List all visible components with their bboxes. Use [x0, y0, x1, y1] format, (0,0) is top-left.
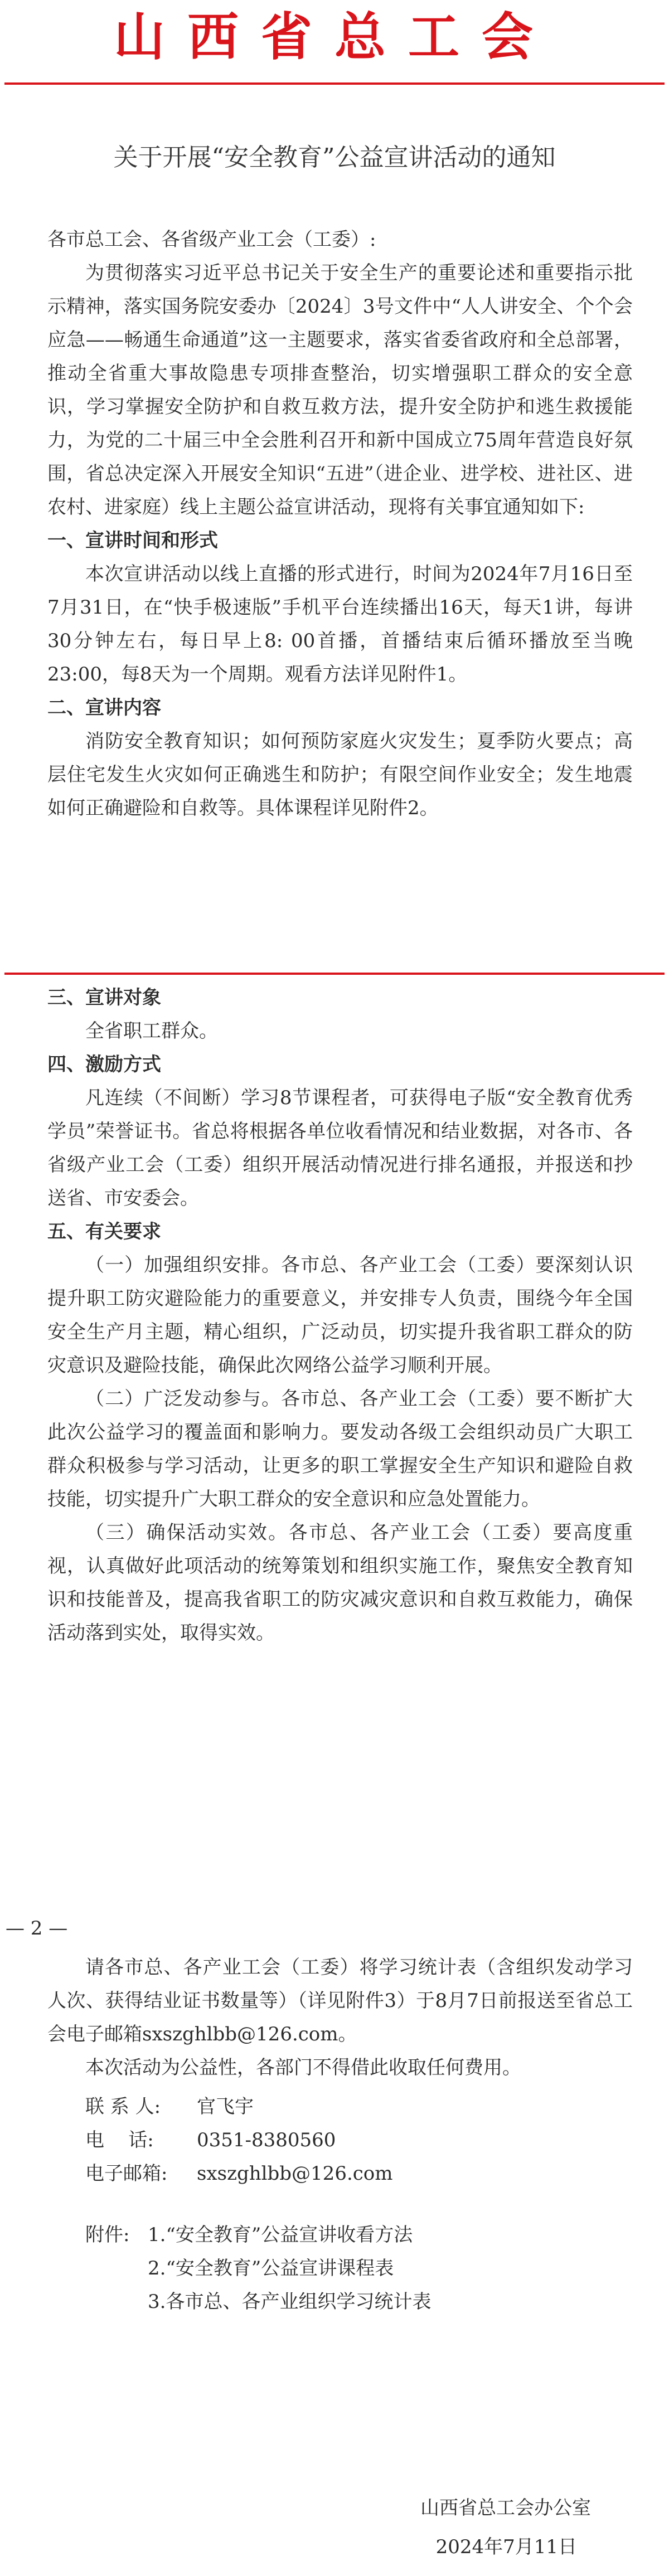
contact-person-value: 官飞宇: [197, 2096, 254, 2118]
contact-person-row: [85, 2090, 633, 2123]
red-divider-top: [4, 82, 665, 85]
signature-office: 山西省总工会办公室: [420, 2497, 591, 2519]
contact-phone-value: 0351-8380560: [197, 2129, 336, 2151]
contact-phone-row: [85, 2123, 633, 2157]
org-name-header: 山西省总工会: [113, 7, 555, 67]
section5-paragraph2: （二）广泛发动参与。各市总、各产业工会（工委）要不断扩大此次公益学习的覆盖面和影响力。要发动各级工会组织动员广大职工群众积极参与学习活动，让更多的职工掌握安全生产知识和避险自救技能，切实提升广大职工群众的安全意识和应急处置能力。: [47, 1388, 633, 1510]
section5-heading: 五、有关要求: [47, 1221, 161, 1243]
attachment-row-1: [85, 2218, 633, 2252]
section4-text: 凡连续（不间断）学习8节课程者，可获得电子版“安全教育优秀学员”荣誉证书。省总将根据各单位收看情况和结业数据，对各市、各省级产业工会（工委）组织开展活动情况进行排名通报，并报送和抄送省、市安委会。: [47, 1087, 633, 1209]
red-divider-middle: [4, 973, 665, 975]
attachment-item-2: 2.“安全教育”公益宣讲课程表: [148, 2257, 394, 2279]
section5-paragraph3: （三）确保活动实效。各市总、各产业工会（工委）要高度重视，认真做好此项活动的统筹策划和组织实施工作，聚焦安全教育知识和技能普及，提高我省职工的防灾减灾意识和自救互救能力，确保活动落到实处，取得实效。: [47, 1522, 633, 1644]
closing-paragraph2: 本次活动为公益性，各部门不得借此收取任何费用。: [85, 2057, 521, 2079]
section5-paragraph1: （一）加强组织安排。各市总、各产业工会（工委）要深刻认识提升职工防灾避险能力的重要意义，并安排专人负责，围绕今年全国安全生产月主题，精心组织，广泛动员，切实提升我省职工群众的防灾意识及避险技能，确保此次网络公益学习顺利开展。: [47, 1254, 633, 1377]
attachment-item-1: 1.“安全教育”公益宣讲收看方法: [148, 2224, 413, 2246]
contact-email-row: [85, 2157, 633, 2190]
section4-heading: 四、激励方式: [47, 1053, 161, 1076]
section3-heading: 三、宣讲对象: [47, 986, 161, 1009]
contact-email-label: 电子邮箱:: [85, 2162, 168, 2185]
section2-text: 消防安全教育知识；如何预防家庭火灾发生；夏季防火要点；高层住宅发生火灾如何正确逃生和防护；有限空间作业安全；发生地震如何正确避险和自救等。具体课程详见附件2。: [47, 730, 633, 819]
section3-text: 全省职工群众。: [85, 1020, 218, 1042]
contact-info: [85, 2090, 633, 2190]
page-number: — 2 —: [6, 1917, 68, 1940]
contact-phone-label: 电 话:: [85, 2129, 154, 2151]
intro-paragraph: 为贯彻落实习近平总书记关于安全生产的重要论述和重要指示批示精神，落实国务院安委办〔2024〕3号文件中“人人讲安全、个个会应急——畅通生命通道”这一主题要求，落实省委省政府和全总部署，推动全省重大事故隐患专项排查整治，切实增强职工群众的安全意识，学习掌握安全防护和自救互救方法，提升安全防护和逃生救援能力，为党的二十届三中全会胜利召开和新中国成立75周年营造良好氛围，省总决定深入开展安全知识“五进”（进企业、进学校、进社区、进农村、进家庭）线上主题公益宣讲活动，现将有关事宜通知如下:: [47, 262, 633, 518]
contact-person-label: 联 系 人:: [85, 2096, 161, 2118]
signature-date: 2024年7月11日: [435, 2536, 577, 2558]
page3-body: [47, 1951, 633, 2319]
attachment-row-3: [85, 2285, 633, 2319]
section1-text: 本次宣讲活动以线上直播的形式进行，时间为2024年7月16日至7月31日，在“快手极速版”手机平台连续播出16天，每天1讲，每讲30分钟左右，每日早上8: 00首播，首播结束后循环播放至当晚23:00，每8天为一个周期。观看方法详见附件1。: [47, 563, 633, 686]
page1-body: [47, 223, 633, 825]
attachment-indent: [85, 2252, 148, 2285]
attachment-row-2: [85, 2252, 633, 2285]
attachment-indent: [85, 2285, 148, 2319]
salutation: 各市总工会、各省级产业工会（工委）:: [47, 229, 376, 251]
section2-heading: 二、宣讲内容: [47, 697, 161, 719]
section1-heading: 一、宣讲时间和形式: [47, 529, 218, 552]
page2-body: [47, 981, 633, 1650]
attachment-item-3: 3.各市总、各产业组织学习统计表: [148, 2291, 432, 2313]
closing-paragraph1: 请各市总、各产业工会（工委）将学习统计表（含组织发动学习人次、获得结业证书数量等）（详见附件3）于8月7日前报送至省总工会电子邮箱sxszghlbb@126.com。: [47, 1956, 633, 2045]
doc-title: 关于开展“安全教育”公益宣讲活动的通知: [113, 143, 556, 172]
attachments-label: 附件:: [85, 2224, 130, 2246]
attachments-list: [85, 2218, 633, 2319]
contact-email-value: sxszghlbb@126.com: [197, 2162, 393, 2185]
